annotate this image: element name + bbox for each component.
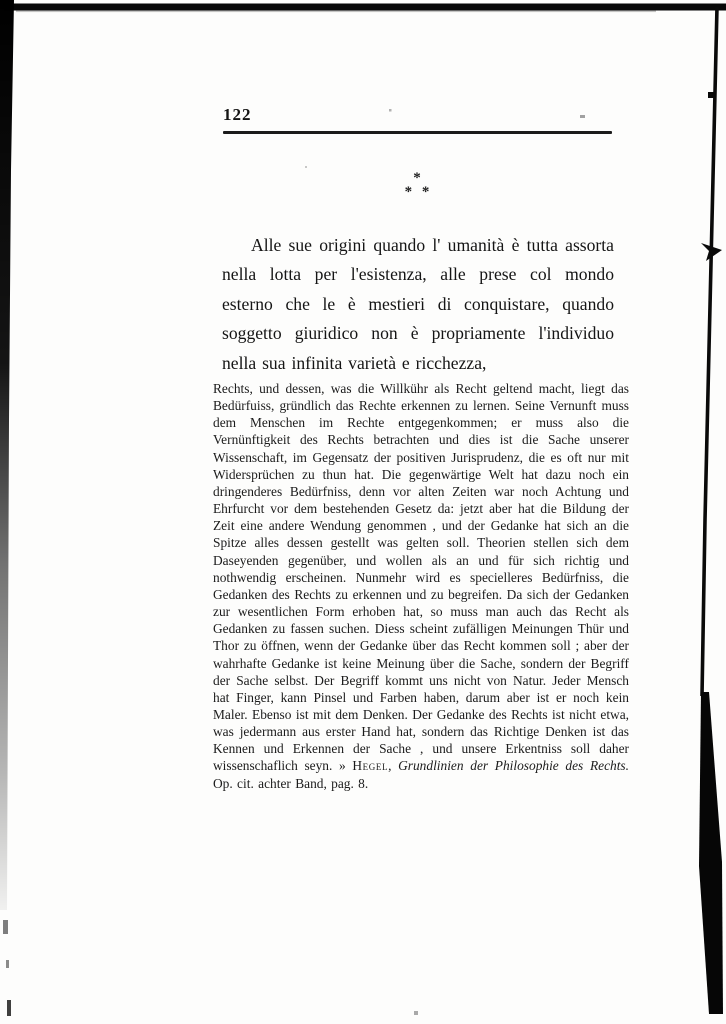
footnote-segment-roman: Rechts, und dessen, was die Willkühr als Recht geltend macht, liegt das Bedürfuiss, gründlich das Rechte erkennen zu lernen. Seine Vernunft muss dem Menschen im Rechte entgegenkommen; er muss also die Vernünftigkeit des Rechts betrachten und dies ist die Sache unserer Wissenschaft, im Gegensatz der positiven Jurisprudenz, die es oft nur mit Widersprüchen zu thun hat. Die gegenwärtige Welt hat dazu noch ein dringenderes Bedürfniss, denn vor alten Zeiten war noch Achtung und Ehrfurcht vor dem bestehenden Gesetz da: jetzt aber hat die Bildung der Zeit eine andere Wendung genommen , und der Gedanke hat sich an die Spitze alles dessen gestellt was gelten soll. Theorien stellen sich dem Daseyenden gegenüber, und wollen als an und für sich richtig und nothwendig erscheinen. Nunmehr wird es specielleres Bedürfniss, die Gedanken des Rechts zu erkennen und zu begreifen. Da sich der Gedanken zur wesentlichen Form erhoben hat, so muss man auch das Recht als Gedanken zu fassen suchen. Diess scheint zufälligen Meinungen Thür und Thor zu öffnen, wenn der Gedanke über das Recht kommen soll ; aber der wahrhafte Gedanke ist keine Meinung über die Sache, sondern der Begriff der Sache selbst. Der Begriff kommt uns nicht von Natur. Jeder Mensch hat Finger, kann Pinsel und Farben haben, darum aber ist er noch kein Maler. Ebenso ist mit dem Denken. Der Gedanke des Rechts ist nicht etwa, was jedermann aus erster Hand hat, sondern das Richtige Denken ist das Kennen und Erkennen der Sache , und unsere Erkentniss soll daher wissenschaflich seyn. » <box>213 381 629 774</box>
scan-page-edge-kink <box>708 92 715 98</box>
footnote-text <box>213 380 629 792</box>
asterism-top: * <box>413 170 421 186</box>
scan-edge-right-bar <box>699 692 723 1014</box>
scan-page-edge-notch <box>701 243 722 261</box>
page-number: 122 <box>223 105 252 124</box>
scan-edge-left <box>0 0 14 910</box>
body-paragraph: Alle sue origini quando l' umanità è tutta assorta nella lotta per l'esistenza, alle prese col mondo esterno che le è mestieri di conquistare, quando soggetto giuridico non è propriamente l'individuo nella sua infinita varietà e ricchezza, <box>222 235 614 373</box>
footnote-segment-smallcaps: Hegel <box>352 758 389 774</box>
scan-edge-top <box>4 4 726 11</box>
header-rule <box>223 131 612 134</box>
footnote-segment-italic: Grundlinien der Philosophie des Rechts. <box>398 758 629 774</box>
footnote-segment-roman: Op. cit. achter Band, pag. 8. <box>213 775 369 791</box>
footnote-segment-roman: , <box>388 758 399 774</box>
asterism-bottom: * * <box>404 183 430 200</box>
scan-page-edge-line <box>702 7 717 696</box>
asterism <box>222 172 612 199</box>
scan-edge-top-shadow <box>16 11 656 13</box>
